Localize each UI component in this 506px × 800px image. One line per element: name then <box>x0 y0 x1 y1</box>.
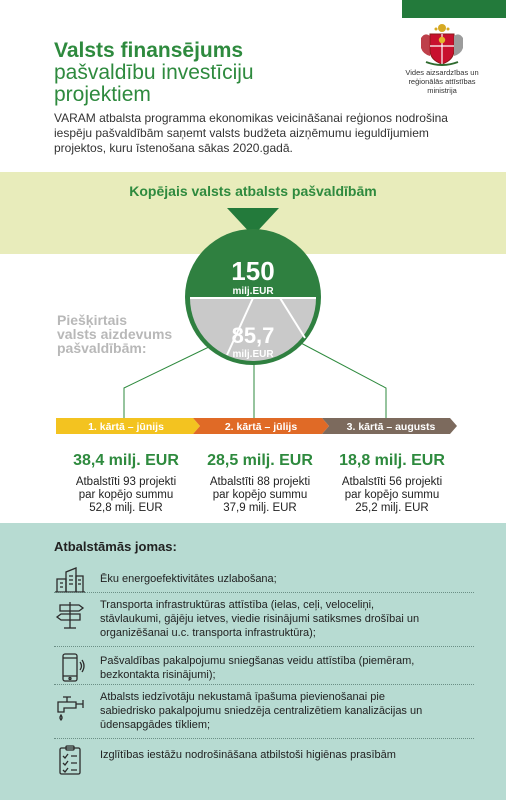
loans-value: 85,7 <box>231 323 275 348</box>
area-divider <box>54 592 474 593</box>
loans-label-line-3: pašvaldībām: <box>57 340 147 356</box>
area-item-utilities <box>54 690 474 736</box>
stage-3-label: 3. kārtā – augusts <box>346 421 436 433</box>
area-4-line-1: Atbalsts iedzīvotāju nekustamā īpašuma pievienošanai pie <box>100 691 385 703</box>
area-3-line-2: bezkontakta risinājumi); <box>100 669 216 681</box>
stage-2-label: 2. kārtā – jūlijs <box>224 421 298 433</box>
area-text-3 <box>100 654 500 682</box>
total-support-value: 150 <box>231 256 275 286</box>
area-text-1 <box>100 572 500 586</box>
supported-areas-title: Atbalstāmās jomas: <box>54 539 177 554</box>
loans-unit: milj.EUR <box>232 349 274 360</box>
signpost-icon <box>54 598 86 630</box>
checklist-icon <box>54 744 86 776</box>
area-item-transport <box>54 598 474 644</box>
stage-1-desc-line-1: Atbalstīti 93 projekti <box>75 476 177 488</box>
stage-2-desc-line-1: Atbalstīti 88 projekti <box>209 476 311 488</box>
total-support-unit: milj.EUR <box>232 286 274 297</box>
area-4-line-3: ūdensapgādes tīkliem; <box>100 719 211 731</box>
area-text-5 <box>100 748 500 762</box>
total-support-label: Kopējais valsts atbalsts pašvaldībām <box>129 183 377 199</box>
stage-2-description <box>190 476 330 515</box>
area-5-line-1: Izglītības iestāžu nodrošināšana atbilstoši higiēnas prasībām <box>100 749 396 761</box>
smartphone-icon <box>54 652 86 684</box>
stage-2-value: 28,5 milj. EUR <box>207 452 313 469</box>
area-divider <box>54 738 474 739</box>
connector-line-stage-3 <box>299 342 386 418</box>
title-line-2: pašvaldību investīciju <box>54 61 254 84</box>
stage-1-desc-line-2: par kopējo summu <box>78 489 174 501</box>
loans-label <box>57 313 177 355</box>
area-2-line-1: Transporta infrastruktūras attīstība (ielas, ceļi, veloceliņi, <box>100 599 375 611</box>
stage-2-desc-line-3: 37,9 milj. EUR <box>223 502 297 514</box>
area-divider <box>54 684 474 685</box>
ministry-name-line-2: reģionālās attīstības <box>408 77 476 86</box>
area-4-line-2: sabiedrisko pakalpojumu sniedzēja centralizētiem kanalizācijas un <box>100 705 423 717</box>
ministry-name-line-3: ministrija <box>427 86 457 95</box>
area-text-4 <box>100 690 500 732</box>
stage-1-description <box>56 476 196 515</box>
area-item-services <box>54 652 474 684</box>
area-item-education <box>54 744 474 776</box>
stage-3-value: 18,8 milj. EUR <box>339 452 445 469</box>
loans-label-line-2: valsts aizdevums <box>57 326 173 342</box>
title-line-3: projektiem <box>54 83 151 106</box>
stage-2-desc-line-2: par kopējo summu <box>212 489 308 501</box>
water-tap-icon <box>54 690 86 722</box>
stage-1-desc-line-3: 52,8 milj. EUR <box>89 502 163 514</box>
stage-1-label: 1. kārtā – jūnijs <box>88 421 164 433</box>
stage-1-value: 38,4 milj. EUR <box>73 452 179 469</box>
area-2-line-2: stāvlaukumi, gājēju ietves, viedie risinājumi satiksmes drošībai un <box>100 613 420 625</box>
stage-3-description <box>322 476 462 515</box>
title-bold-line: Valsts finansējums <box>54 39 244 62</box>
area-2-line-3: organizēšanai u.c. transporta infrastruktūra); <box>100 627 316 639</box>
stage-3-desc-line-2: par kopējo summu <box>344 489 440 501</box>
area-1-line-1: Ēku energoefektivitātes uzlabošana; <box>100 573 277 585</box>
area-item-buildings <box>54 564 474 594</box>
area-divider <box>54 646 474 647</box>
ministry-name-line-1: Vides aizsardzības un <box>405 68 479 77</box>
stage-3-desc-line-3: 25,2 milj. EUR <box>355 502 429 514</box>
loans-label-line-1: Piešķirtais <box>57 312 128 328</box>
intro-paragraph: VARAM atbalsta programma ekonomikas veicināšanai reģionos nodrošina iespēju pašvaldībām saņemt valsts budžeta aizņēmumu ieguldījumiem projektos, kuru īstenošana sākas 2020.gadā. <box>54 111 448 155</box>
stage-3-desc-line-1: Atbalstīti 56 projekti <box>341 476 443 488</box>
area-text-2 <box>100 598 500 640</box>
area-3-line-1: Pašvaldības pakalpojumu sniegšanas veidu attīstība (piemēram, <box>100 655 415 667</box>
